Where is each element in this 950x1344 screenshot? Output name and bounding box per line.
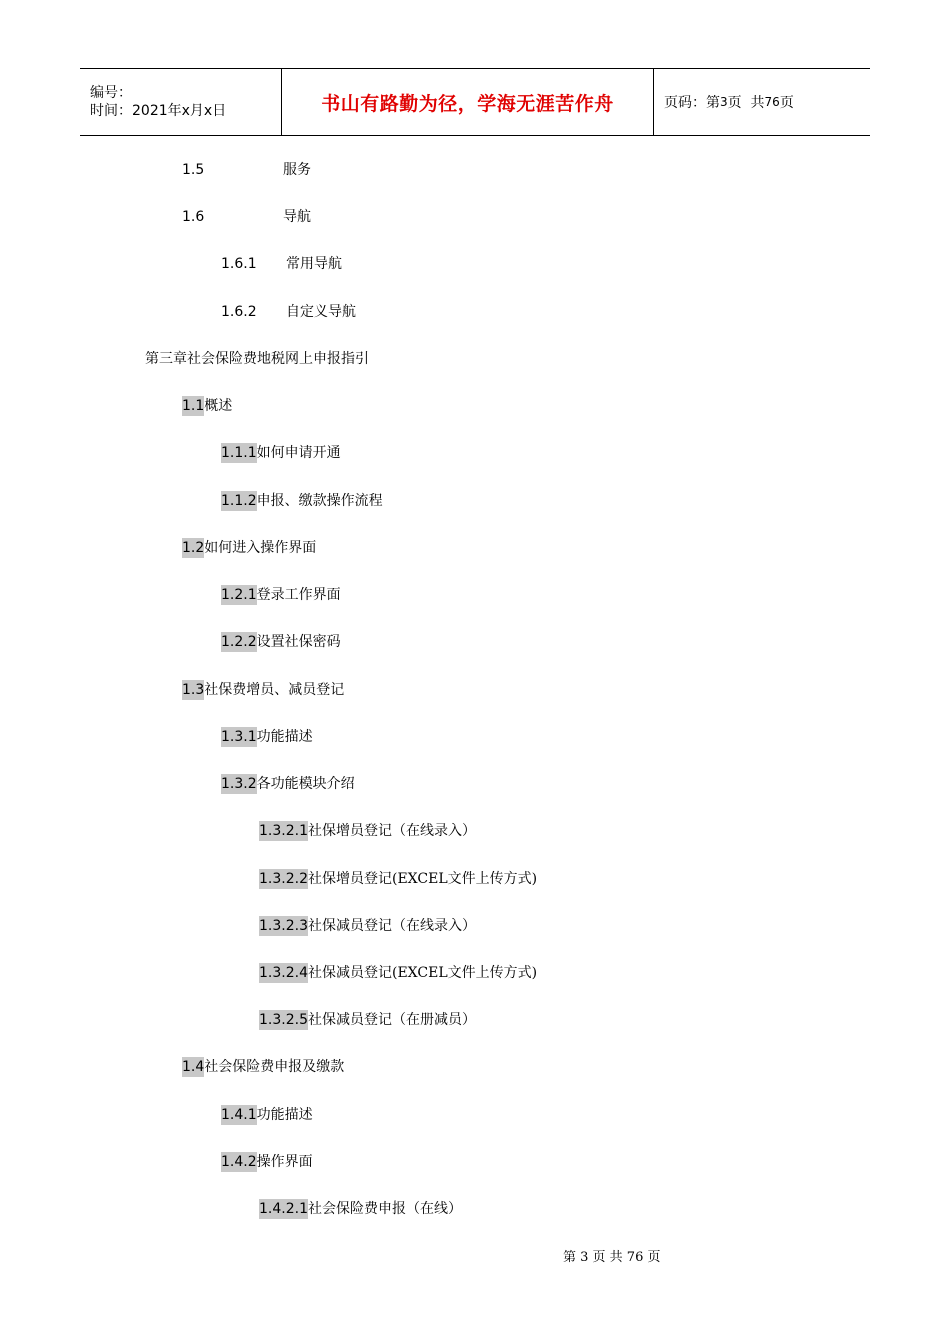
toc-entry[interactable] (221, 254, 342, 274)
toc-entry-title: 社会保险费申报（在线） (307, 1201, 462, 1217)
toc-entry-title: 社保费增员、减员登记 (204, 682, 345, 698)
toc-entry[interactable] (259, 1199, 462, 1219)
toc-entry-number: 1.3.1 (221, 729, 257, 745)
toc-entry[interactable] (259, 916, 476, 936)
toc-entry-title: 各功能模块介绍 (256, 776, 355, 792)
document-number-label: 编号： (90, 85, 132, 101)
page-current: 3 (720, 95, 728, 109)
toc-chapter-heading[interactable] (145, 349, 369, 369)
header-motto: 书山有路勤为径，学海无涯苦作舟 (321, 92, 614, 115)
toc-entry-title: 社保减员登记（在线录入） (307, 918, 476, 934)
toc-entry[interactable] (259, 821, 476, 841)
toc-entry[interactable] (182, 160, 311, 180)
toc-entry[interactable] (221, 632, 341, 652)
toc-entry[interactable] (259, 1010, 476, 1030)
toc-entry-title: 导航 (283, 209, 311, 225)
toc-entry-number: 1.5 (182, 162, 205, 178)
toc-entry-number: 1.1.2 (221, 493, 257, 509)
header-motto-cell (281, 69, 654, 135)
toc-entry-number: 1.4.2.1 (259, 1201, 308, 1217)
toc-entry-title: 社保增员登记（在线录入） (307, 823, 476, 839)
toc-entry[interactable] (221, 1105, 313, 1125)
toc-entry-title: 设置社保密码 (256, 634, 341, 650)
toc-entry-number: 1.4 (182, 1059, 205, 1075)
toc-entry-number: 1.4.2 (221, 1154, 257, 1170)
toc-entry-number: 1.1.1 (221, 445, 257, 461)
toc-entry-number: 1.6 (182, 209, 205, 225)
toc-entry-number: 1.1 (182, 398, 205, 414)
toc-entry-title: 社保减员登记（在册减员） (307, 1012, 476, 1028)
toc-entry[interactable] (259, 869, 537, 889)
toc-entry-title: 申报、缴款操作流程 (256, 493, 383, 509)
toc-entry-number: 1.3.2.5 (259, 1012, 308, 1028)
toc-entry[interactable] (182, 207, 311, 227)
toc-entry[interactable] (221, 491, 383, 511)
toc-entry-number: 1.3 (182, 682, 205, 698)
toc-entry[interactable] (221, 302, 356, 322)
toc-entry-number: 1.3.2 (221, 776, 257, 792)
toc-entry-number: 1.6.1 (221, 256, 257, 272)
toc-entry-number: 1.2.2 (221, 634, 257, 650)
toc-entry-title: 服务 (283, 162, 311, 178)
toc-entry-title: 操作界面 (256, 1154, 313, 1170)
toc-entry-title: 功能描述 (256, 1107, 313, 1123)
toc-entry-number: 1.2.1 (221, 587, 257, 603)
toc-entry-number: 1.3.2.3 (259, 918, 308, 934)
header-page-cell (654, 69, 870, 135)
header-left-cell (80, 69, 281, 135)
toc-entry[interactable] (182, 538, 316, 558)
toc-entry-title: 如何申请开通 (256, 445, 341, 461)
page-header (80, 68, 870, 136)
toc-entry-title: 第三章社会保险费地税网上申报指引 (145, 351, 369, 367)
toc-entry[interactable] (182, 1057, 344, 1077)
toc-entry-title: 概述 (204, 398, 233, 414)
toc-entry-title: 社保减员登记(EXCEL文件上传方式) (307, 965, 538, 981)
toc-entry-title: 常用导航 (286, 256, 342, 272)
toc-entry[interactable] (221, 443, 341, 463)
page-footer: 第 3 页 共 76 页 (563, 1250, 661, 1265)
toc-entry[interactable] (221, 774, 355, 794)
toc-entry-number: 1.3.2.2 (259, 871, 308, 887)
toc-entry-number: 1.6.2 (221, 304, 257, 320)
toc-entry[interactable] (259, 963, 537, 983)
page-prefix: 页码：第 (664, 95, 720, 111)
page-mid: 页 共 (727, 95, 765, 111)
toc-entry-number: 1.2 (182, 540, 205, 556)
toc-entry[interactable] (182, 680, 344, 700)
toc-entry-title: 如何进入操作界面 (204, 540, 317, 556)
toc-entry[interactable] (182, 396, 232, 416)
toc-entry[interactable] (221, 585, 341, 605)
toc-entry-title: 社保增员登记(EXCEL文件上传方式) (307, 871, 538, 887)
toc-entry-title: 社会保险费申报及缴款 (204, 1059, 345, 1075)
document-time-label: 时间：2021年x月x日 (90, 103, 227, 119)
toc-entry-title: 自定义导航 (286, 304, 356, 320)
toc-entry-title: 登录工作界面 (256, 587, 341, 603)
page-suffix: 页 (779, 95, 794, 111)
toc-entry-number: 1.3.2.4 (259, 965, 308, 981)
page-total: 76 (764, 95, 780, 109)
toc-entry[interactable] (221, 727, 313, 747)
toc-entry-number: 1.3.2.1 (259, 823, 308, 839)
toc-entry[interactable] (221, 1152, 313, 1172)
toc-entry-number: 1.4.1 (221, 1107, 257, 1123)
toc-entry-title: 功能描述 (256, 729, 313, 745)
